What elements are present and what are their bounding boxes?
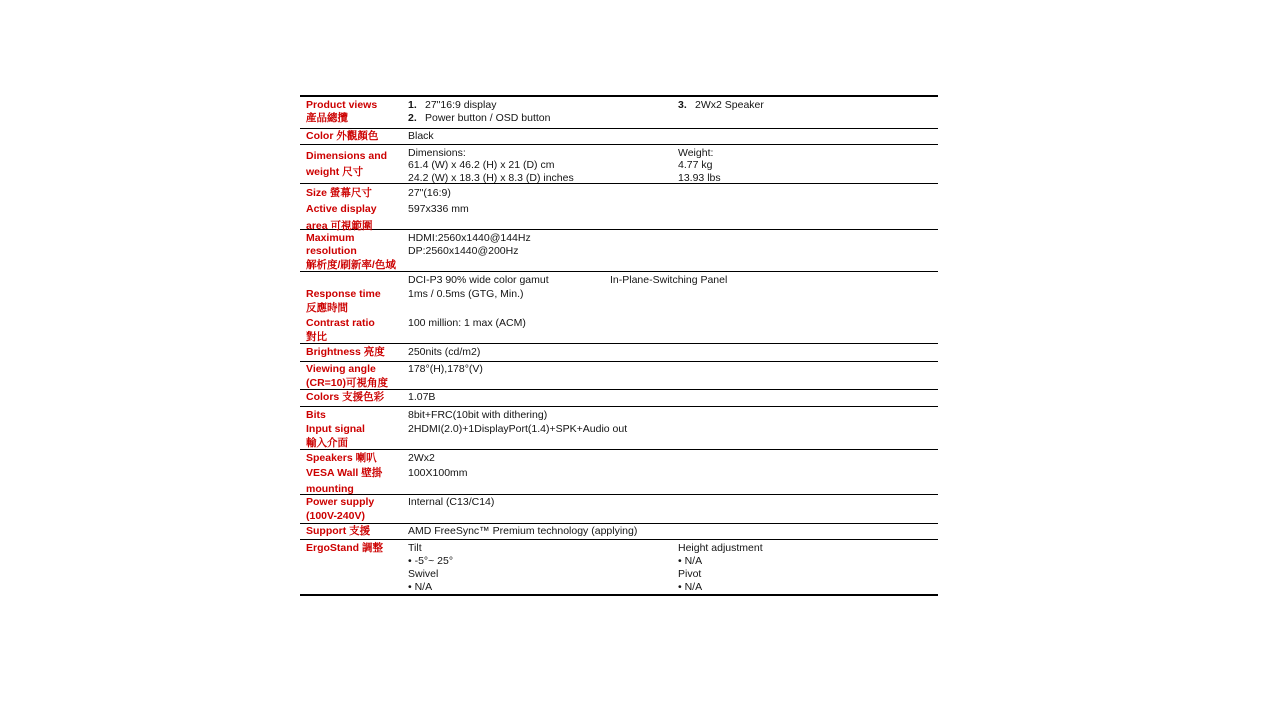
- ergostand-left-column: [408, 542, 688, 594]
- resolution-values: [408, 232, 688, 259]
- spec-row-response-contrast: [300, 272, 938, 344]
- bits-input-values: [408, 408, 688, 436]
- label-line: Brightness 亮度: [306, 346, 385, 358]
- dimensions-inches: 24.2 (W) x 18.3 (H) x 8.3 (D) inches: [408, 171, 574, 184]
- dimensions-cm: 61.4 (W) x 46.2 (H) x 21 (D) cm: [408, 159, 555, 172]
- spec-row-colors: [300, 390, 938, 407]
- value-line: AMD FreeSync™ Premium technology (applying): [408, 525, 638, 537]
- label-speakers: Speakers 喇叭: [306, 452, 377, 464]
- pivot-value: • N/A: [678, 580, 703, 593]
- power-supply-value: [408, 496, 688, 510]
- spec-row-viewing-angle: [300, 362, 938, 390]
- swivel-value: • N/A: [408, 580, 433, 593]
- spec-row-bits-input: [300, 407, 938, 450]
- ergostand-right-column: [678, 542, 928, 594]
- product-views-list-right: [678, 99, 928, 112]
- dimensions-title: Dimensions:: [408, 146, 466, 159]
- value-line: Internal (C13/C14): [408, 496, 495, 508]
- swivel-title: Swivel: [408, 567, 439, 580]
- list-item-1-text: 27"16:9 display: [425, 99, 497, 111]
- label-line: Colors 支援色彩: [306, 391, 385, 403]
- value-line: Black: [408, 130, 434, 142]
- list-item-2: [408, 112, 688, 125]
- label-line-2: resolution: [306, 245, 357, 258]
- label-response-en: Response time: [306, 288, 381, 300]
- row-label-response-contrast: [306, 287, 407, 344]
- size-values: [408, 185, 688, 218]
- list-item-1-number: 1.: [408, 99, 417, 111]
- panel-type-value: In-Plane-Switching Panel: [610, 274, 728, 286]
- spec-row-power-supply: [300, 495, 938, 524]
- label-line: ErgoStand 調整: [306, 541, 384, 554]
- spec-row-brightness: [300, 344, 938, 362]
- height-adjustment-value: • N/A: [678, 554, 703, 567]
- label-vesa-2: mounting: [306, 482, 354, 495]
- input-signal-value: 2HDMI(2.0)+1DisplayPort(1.4)+SPK+Audio out: [408, 423, 628, 436]
- label-line-en: Product views: [306, 99, 378, 111]
- label-line-2: (CR=10)可視角度: [306, 376, 388, 389]
- tilt-value: • -5°~ 25°: [408, 554, 454, 567]
- bits-value: 8bit+FRC(10bit with dithering): [408, 409, 548, 421]
- spec-row-size-area: [300, 184, 938, 230]
- height-adjustment-title: Height adjustment: [678, 541, 763, 554]
- label-contrast-en: Contrast ratio: [306, 316, 375, 329]
- row-label-color: [306, 130, 407, 143]
- row-label-max-resolution: [306, 232, 407, 272]
- active-area-value: 597x336 mm: [408, 203, 469, 216]
- weight-lbs: 13.93 lbs: [678, 171, 721, 184]
- dp-resolution: DP:2560x1440@200Hz: [408, 245, 519, 258]
- spec-row-product-views: [300, 97, 938, 129]
- row-label-brightness: [306, 345, 407, 359]
- label-line-1: Power supply: [306, 496, 375, 508]
- label-response-zh: 反應時間: [306, 302, 348, 315]
- label-line-1: Maximum: [306, 232, 355, 244]
- color-gamut-value: DCI-P3 90% wide color gamut: [408, 274, 549, 286]
- dimensions-values: [408, 147, 688, 185]
- label-input-en: Input signal: [306, 423, 365, 436]
- spacer-line: [408, 302, 688, 316]
- panel-type: [610, 273, 810, 287]
- monitor-spec-table: [300, 95, 938, 596]
- list-item-2-number: 2.: [408, 112, 417, 124]
- row-label-speakers-vesa: [306, 451, 407, 497]
- value-line: 250nits (cd/m2): [408, 346, 481, 358]
- colors-value: [408, 391, 688, 404]
- product-views-list-left: [408, 99, 688, 125]
- label-line-1: Size 螢幕尺寸: [306, 187, 372, 199]
- row-label-power-supply: [306, 496, 407, 523]
- spec-row-ergostand: [300, 540, 938, 594]
- label-line-2: (100V-240V): [306, 509, 365, 522]
- spec-row-max-resolution: [300, 230, 938, 272]
- color-value: [408, 130, 688, 143]
- spec-row-color: [300, 129, 938, 145]
- row-label-bits-input: [306, 408, 407, 451]
- label-line: Support 支援: [306, 525, 371, 537]
- label-line: Color 外觀顏色: [306, 130, 379, 142]
- support-value: [408, 525, 688, 538]
- label-line-2: Active display: [306, 203, 377, 216]
- hdmi-resolution: HDMI:2560x1440@144Hz: [408, 232, 531, 244]
- spec-row-speakers-vesa: [300, 450, 938, 495]
- spec-row-support: [300, 524, 938, 540]
- row-label-ergostand: [306, 542, 407, 555]
- row-label-product-views: [306, 99, 407, 125]
- list-item-2-text: Power button / OSD button: [425, 112, 551, 124]
- label-line-zh: 產品總攬: [306, 112, 348, 124]
- tilt-title: Tilt: [408, 541, 422, 554]
- viewing-angle-value: [408, 363, 688, 377]
- label-line-2: weight 尺寸: [306, 166, 364, 178]
- label-line-1: Viewing angle: [306, 363, 376, 375]
- row-label-dimensions-weight: [306, 148, 407, 180]
- value-line: 178°(H),178°(V): [408, 363, 483, 375]
- weight-kg: 4.77 kg: [678, 159, 713, 172]
- row-label-size-area: [306, 185, 407, 234]
- contrast-ratio-value: 100 million: 1 max (ACM): [408, 316, 526, 329]
- row-label-colors: [306, 391, 407, 404]
- response-time-value: 1ms / 0.5ms (GTG, Min.): [408, 288, 524, 301]
- size-value: 27"(16:9): [408, 187, 451, 199]
- spec-row-dimensions-weight: [300, 145, 938, 184]
- list-item-3-number: 3.: [678, 99, 687, 111]
- vesa-value: 100X100mm: [408, 467, 468, 480]
- label-line-3: 解析度/刷新率/色域: [306, 258, 396, 271]
- pivot-title: Pivot: [678, 567, 702, 580]
- row-label-viewing-angle: [306, 363, 407, 390]
- label-contrast-zh: 對比: [306, 330, 327, 343]
- label-line-1: Dimensions and: [306, 150, 388, 162]
- label-bits: Bits: [306, 409, 326, 421]
- weight-title: Weight:: [678, 146, 714, 159]
- label-line-3: area 可視範圍: [306, 219, 373, 232]
- list-item-3: [678, 99, 928, 112]
- list-item-3-text: 2Wx2 Speaker: [695, 99, 764, 111]
- row-label-support: [306, 525, 407, 538]
- value-line: 1.07B: [408, 391, 436, 403]
- label-input-zh: 輸入介面: [306, 437, 348, 450]
- list-item-1: [408, 99, 688, 112]
- label-vesa-1: VESA Wall 壁掛: [306, 467, 383, 480]
- weight-values: [678, 147, 928, 185]
- speakers-value: 2Wx2: [408, 452, 435, 464]
- brightness-value: [408, 345, 688, 359]
- speakers-vesa-values: [408, 451, 688, 482]
